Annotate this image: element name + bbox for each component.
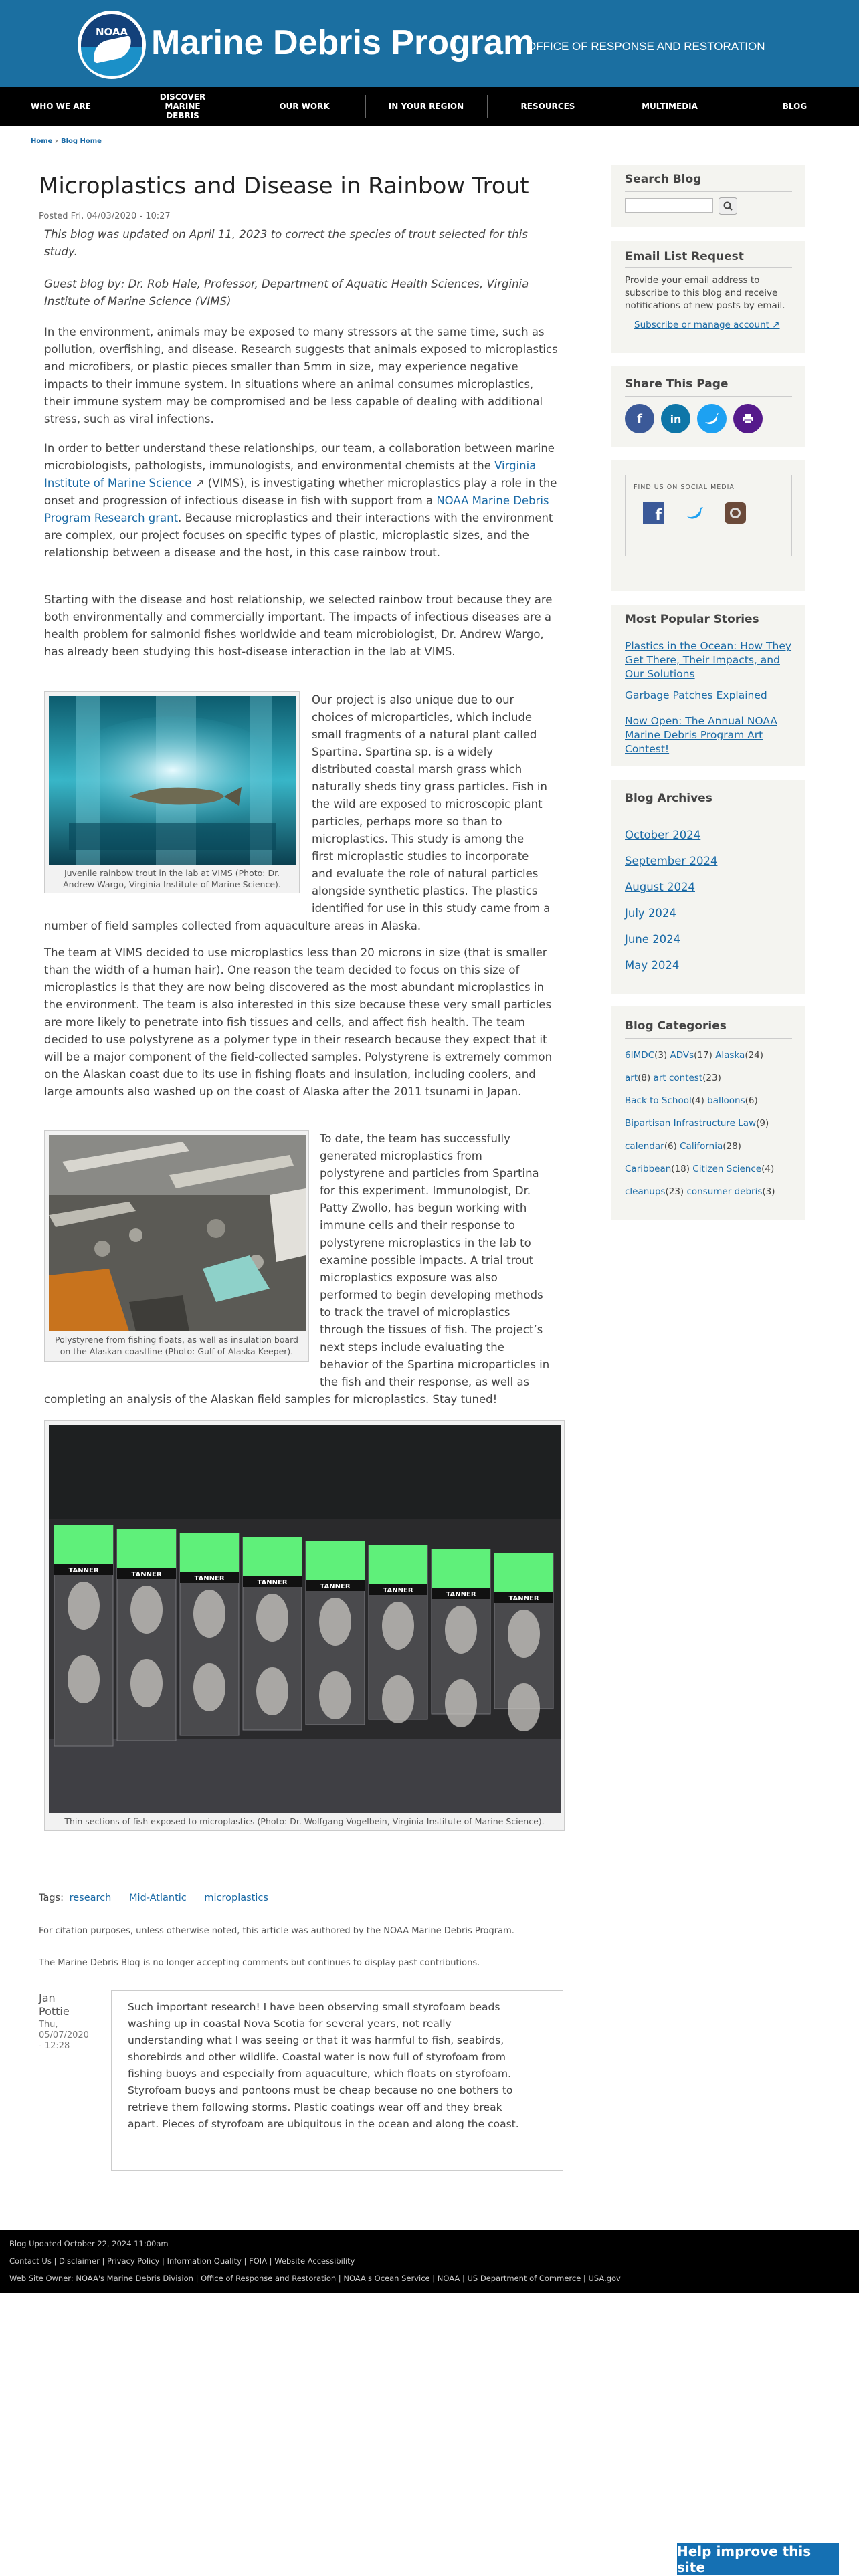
owner-label: Web Site Owner: — [9, 2274, 74, 2283]
paragraph-5: The team at VIMS decided to use microplastics less than 20 microns in size (that is smaller than the width of a human hair). One reason the team decided to focus on this size of microplastics is that they are now being discovered as the most abundant microplastics in the environment. The team is also interested in this size because these very small particles are more likely to penetrate into fish tissues and cells, and affect fish health. The team decided to use polystyrene as a polymer type in their research because they expect that it will be a major component of the field-collected samples. Polystyrene is extremely common on the Alaskan coast due to its use in fishing floats and insulation, including coolers, and large amounts also washed up on the coast of Alaska after the 2011 tsunami in Japan. — [44, 946, 553, 1098]
figure-polystyrene-caption: Polystyrene from fishing floats, as well as insulation board on the Alaskan coastline (Photo: Gulf of Alaska Keeper). — [55, 1335, 298, 1356]
fish-section — [382, 1675, 414, 1723]
category-count: (18) — [671, 1164, 690, 1174]
category-link[interactable]: consumer debris — [686, 1186, 763, 1197]
category-link[interactable]: Bipartisan Infrastructure Law — [625, 1118, 757, 1129]
categories-title: Blog Categories — [625, 1019, 727, 1033]
nav-who-we-are[interactable]: WHO WE ARE — [31, 102, 91, 111]
p4-line: particles, perhaps more so than to — [312, 815, 502, 828]
nav-blog[interactable]: BLOG — [782, 102, 807, 111]
fish-section — [68, 1582, 100, 1630]
fish-section — [193, 1663, 225, 1711]
comment-date — [39, 2020, 106, 2052]
comment-author-last: Pottie — [39, 2005, 70, 2018]
archive-link[interactable]: June 2024 — [625, 933, 681, 946]
owner-link-noaa[interactable]: NOAA — [437, 2274, 460, 2283]
p4-line: alongside synthetic plastics. The plastics — [312, 885, 538, 897]
category-row — [625, 1118, 769, 1129]
category-link[interactable]: calendar — [625, 1141, 664, 1152]
email-rule — [625, 267, 792, 268]
owner-link-ocean-service[interactable]: NOAA's Ocean Service — [343, 2274, 430, 2283]
category-count: (28) — [723, 1141, 741, 1152]
archives-widget — [611, 780, 805, 994]
p6-line: the fish and their response, as well as — [320, 1376, 530, 1388]
figure-polystyrene — [44, 1130, 309, 1362]
p4-line: the wild are exposed to microscopic plant — [312, 798, 543, 811]
figure-thin-sections-caption: Thin sections of fish exposed to microplastics (Photo: Dr. Wolfgang Vogelbein, Virginia Institute of Marine Science). — [64, 1816, 545, 1826]
category-count: (6) — [745, 1095, 758, 1106]
search-input[interactable] — [625, 198, 713, 213]
archive-link[interactable]: May 2024 — [625, 959, 680, 972]
email-widget — [611, 241, 805, 353]
slide-label-text: TANNER — [446, 1591, 476, 1598]
fish-section — [508, 1683, 540, 1731]
fish-section — [193, 1590, 225, 1638]
p4-line: first microplastic studies to incorporate — [312, 850, 529, 863]
category-link[interactable]: art — [625, 1073, 638, 1083]
noaa-logo[interactable] — [78, 11, 146, 79]
p6-line: microplastics exposure was also — [320, 1271, 498, 1284]
owner-link-marine-debris-division[interactable]: NOAA's Marine Debris Division — [76, 2274, 193, 2283]
category-link[interactable]: balloons — [707, 1095, 745, 1106]
comment-box — [111, 1990, 563, 2171]
figure-trout — [44, 691, 300, 893]
category-count: (9) — [756, 1118, 769, 1129]
slide-label — [117, 1529, 176, 1568]
tags-label: Tags: — [39, 1893, 64, 1903]
category-count: (17) — [694, 1050, 712, 1061]
paragraph-3: Starting with the disease and host relationship, we selected rainbow trout because they are both environmentally and commercially important. The impacts of infectious diseases are a health problem for salmonid fishes worldwide and team microbiologist, Dr. Andrew Wargo, has already been studying this host-disease interaction in the lab at VIMS. — [44, 593, 553, 658]
site-title[interactable]: Marine Debris Program — [151, 23, 535, 62]
slide-label-text: TANNER — [320, 1583, 351, 1590]
fish-section — [508, 1610, 540, 1658]
post-date: Posted Fri, 04/03/2020 - 10:27 — [39, 211, 171, 221]
category-count: (23) — [702, 1073, 721, 1083]
category-row — [625, 1164, 774, 1174]
archive-link[interactable]: August 2024 — [625, 881, 695, 893]
p6-line: to track the travel of microplastics — [320, 1306, 510, 1319]
p6-line: To date, the team has successfully — [320, 1132, 510, 1145]
category-row — [625, 1141, 741, 1152]
comment-text: Such important research! I have been observing small styrofoam beads washing up in coastal Nova Scotia for several years, not really understanding what I was seeing or that it was harmful to fish, seabirds, shorebirds and other wildlife. Coastal water is now full of styrofoam from fishing buoys and especially from aquaculture, which floats on styrofoam. Styrofoam buoys and pontoons must be cheap because no one bothers to retrieve them following storms. Plastic coatings wear off and they break apart. Pieces of styrofoam are ubiquitous in the ocean and along the coast. — [128, 2001, 519, 2130]
category-count: (6) — [664, 1141, 677, 1152]
category-link[interactable]: Citizen Science — [692, 1164, 762, 1174]
comment-author — [39, 1992, 106, 2052]
p2-text-c: . Because microplastics and their interactions with the environment are complex, our project focuses on specific types of plastic, microplastic sizes, and the relationship between a disease and the host, in this case rainbow trout. — [44, 512, 553, 559]
social-title: FIND US ON SOCIAL MEDIA — [634, 484, 735, 491]
twitter-share-icon[interactable] — [697, 404, 727, 433]
breadcrumb-blog-home[interactable]: Blog Home — [60, 138, 102, 145]
category-count: (24) — [745, 1050, 764, 1061]
print-share-icon[interactable] — [733, 404, 763, 433]
paragraph-4-wrap — [312, 691, 559, 918]
slide-label — [54, 1525, 113, 1564]
tag-research[interactable]: research — [69, 1893, 112, 1903]
p4-line: microplastics. This study is among the — [312, 833, 524, 845]
fish-section — [382, 1602, 414, 1650]
camera-lens — [730, 508, 741, 518]
p4-line: naturally sheds tiny grass particles. Fish in — [312, 780, 547, 793]
slide-label-text: TANNER — [257, 1579, 288, 1586]
site-subtitle[interactable]: OFFICE OF RESPONSE AND RESTORATION — [527, 40, 765, 53]
slide-label-text: TANNER — [508, 1595, 539, 1602]
p6-line: performed to begin developing methods — [320, 1289, 543, 1301]
noaa-logo-text: NOAA — [81, 14, 142, 47]
fish-section — [319, 1598, 351, 1646]
p6-line: examine possible impacts. A trial trout — [320, 1254, 534, 1267]
category-row — [625, 1073, 721, 1083]
p6-line: polystyrene and particles from Spartina — [320, 1167, 539, 1180]
popular-widget — [611, 605, 805, 766]
category-link[interactable]: ADVs — [670, 1050, 694, 1061]
p6-line: Patty Zwollo, has begun working with — [320, 1202, 527, 1214]
archive-link[interactable]: September 2024 — [625, 855, 718, 867]
category-count: (3) — [654, 1050, 668, 1061]
fish-section — [445, 1679, 477, 1727]
nav-resources[interactable]: RESOURCES — [520, 102, 575, 111]
archive-link[interactable]: October 2024 — [625, 829, 701, 841]
footer-link-accessibility[interactable]: Website Accessibility — [274, 2256, 355, 2266]
category-row — [625, 1095, 758, 1106]
footer-links: Contact Us | Disclaimer | Privacy Policy | Information Quality | FOIA | Website Accessibility — [9, 2256, 355, 2266]
archives-title: Blog Archives — [625, 792, 712, 805]
breadcrumb — [31, 138, 102, 145]
external-link-icon: ↗ — [769, 320, 780, 330]
comment-date-time: - 12:28 — [39, 2041, 70, 2051]
p6-line: polystyrene microplastics in the lab to — [320, 1237, 531, 1249]
owner-link-orr[interactable]: Office of Response and Restoration — [201, 2274, 337, 2283]
p6-line: immune cells and their response to — [320, 1219, 516, 1232]
p2-text-a: In order to better understand these relationships, our team, a collaboration between marine microbiologists, pathologists, immunologists, and environmental chemists at the — [44, 442, 555, 472]
instagram-icon[interactable] — [725, 502, 746, 524]
p2-text-b: (VIMS), is investigating whether microplastics play a role in the onset and progression of infectious disease in fish with support from a — [44, 477, 557, 507]
popular-title: Most Popular Stories — [625, 613, 759, 626]
fish-section — [68, 1655, 100, 1703]
comments-note: The Marine Debris Blog is no longer accepting comments but continues to display past contributions. — [39, 1958, 480, 1968]
social-box — [625, 475, 792, 556]
tag-mid-atlantic[interactable]: Mid-Atlantic — [128, 1893, 187, 1903]
subscribe-link[interactable] — [634, 320, 780, 330]
email-title: Email List Request — [625, 250, 744, 263]
fish-section — [445, 1606, 477, 1654]
share-widget — [611, 366, 805, 447]
fish-section — [130, 1586, 163, 1634]
popular-story-link[interactable]: Garbage Patches Explained — [625, 689, 767, 702]
slide-label — [306, 1541, 365, 1580]
p4-line: Spartina. Spartina sp. is a widely — [312, 746, 494, 758]
category-link[interactable]: Back to School — [625, 1095, 692, 1106]
slide-label — [180, 1533, 239, 1572]
popular-story-link[interactable]: Plastics in the Ocean: How They Get There, Their Impacts, and Our Solutions — [625, 640, 792, 680]
facebook-icon[interactable]: f — [643, 502, 664, 524]
twitter-bird-glyph — [686, 506, 704, 520]
nav-multimedia[interactable]: MULTIMEDIA — [642, 102, 698, 111]
nav-in-your-region[interactable]: IN YOUR REGION — [388, 102, 464, 111]
category-link[interactable]: Alaska — [715, 1050, 745, 1061]
footer-link-contact[interactable]: Contact Us — [9, 2256, 52, 2266]
guest-byline: Guest blog by: Dr. Rob Hale, Professor, Department of Aquatic Health Sciences, Virginia Institute of Marine Science (VIMS) — [44, 278, 529, 308]
facebook-share-icon[interactable]: f — [625, 404, 654, 433]
search-title: Search Blog — [625, 173, 702, 186]
p4-line: and evaluate the role of natural particles — [312, 867, 539, 880]
slide-label — [243, 1537, 302, 1576]
footer-link-disclaimer[interactable]: Disclaimer — [59, 2256, 100, 2266]
footer-link-information-quality[interactable]: Information Quality — [167, 2256, 242, 2266]
main-nav — [0, 87, 859, 126]
categories-rule — [625, 1038, 792, 1039]
popular-story-link[interactable]: Now Open: The Annual NOAA Marine Debris Program Art Contest! — [625, 715, 777, 755]
footer-owner: Web Site Owner: NOAA's Marine Debris Division | Office of Response and Restoration | NOAA's Ocean Service | NOAA | US Department of Commerce | USA.gov — [9, 2274, 621, 2283]
category-link[interactable]: 6IMDC — [625, 1050, 655, 1061]
p4-line: small fragments of a natural plant called — [312, 728, 537, 741]
slide-label-text: TANNER — [194, 1575, 225, 1582]
twitter-icon[interactable] — [684, 502, 706, 524]
footer — [0, 2230, 859, 2293]
category-row — [625, 1186, 775, 1197]
slide-label — [494, 1553, 553, 1592]
slide-label-text: TANNER — [68, 1567, 99, 1574]
research-grant-link[interactable]: NOAA Marine Debris Program Research grant — [44, 494, 549, 524]
footer-link-privacy[interactable]: Privacy Policy — [107, 2256, 160, 2266]
search-widget — [611, 165, 805, 227]
categories-widget — [611, 1006, 805, 1220]
slide-label-text: TANNER — [131, 1571, 162, 1578]
nav-our-work[interactable]: OUR WORK — [279, 102, 330, 111]
page-title: Microplastics and Disease in Rainbow Trout — [39, 173, 529, 199]
social-widget — [611, 460, 805, 591]
paragraph-4-tail: number of field samples collected from aquaculture areas in Alaska. — [44, 920, 421, 932]
category-link[interactable]: California — [680, 1141, 723, 1152]
paragraph-1: In the environment, animals may be exposed to many stressors at the same time, such as pollution, overfishing, and disease. Research suggests that animals exposed to microplastics and microfibers, or plastic pieces smaller than 5mm in size, may experience negative impacts to their immune system. In situations where an animal consumes microplastics, their immune system may be compromised and be less capable of dealing with additional stress, such as viral infections. — [44, 326, 558, 425]
polystyrene-photo[interactable] — [49, 1135, 306, 1331]
slide-label — [432, 1549, 490, 1588]
thin-sections-photo[interactable] — [49, 1425, 561, 1813]
p4-line: identified for use in this study came from a — [312, 902, 551, 915]
p6-line: generated microplastics from — [320, 1150, 482, 1162]
linkedin-share-icon[interactable]: in — [661, 404, 690, 433]
blog-updated: Blog Updated October 22, 2024 11:00am — [9, 2239, 169, 2248]
comment-author-first: Jan — [39, 1992, 56, 2004]
category-row — [625, 1050, 763, 1061]
breadcrumb-separator: » — [54, 138, 59, 145]
subscribe-link-label: Subscribe or manage account — [634, 320, 769, 330]
search-button[interactable] — [719, 197, 737, 215]
slide-label-text: TANNER — [383, 1587, 413, 1594]
footer-link-foia[interactable]: FOIA — [249, 2256, 268, 2266]
owner-link-usa-gov[interactable]: USA.gov — [588, 2274, 621, 2283]
external-link-icon: ↗ — [191, 477, 205, 490]
p6-line: through the tissues of fish. The project’s — [320, 1323, 543, 1336]
tag-microplastics[interactable]: microplastics — [204, 1893, 268, 1903]
update-note: This blog was updated on April 11, 2023 to correct the species of trout selected for this study. — [44, 228, 528, 258]
p6-line: for this experiment. Immunologist, Dr. — [320, 1184, 531, 1197]
figure-thin-sections — [44, 1420, 565, 1831]
printer-glyph — [742, 413, 754, 424]
citation-note: For citation purposes, unless otherwise noted, this article was authored by the NOAA Marine Debris Program. — [39, 1926, 514, 1936]
trout-photo[interactable] — [49, 696, 296, 865]
category-link[interactable]: Caribbean — [625, 1164, 672, 1174]
fish-section — [319, 1671, 351, 1719]
category-count: (3) — [762, 1186, 775, 1197]
header-banner — [0, 0, 859, 87]
paragraph-2 — [44, 440, 559, 562]
figure-trout-caption: Juvenile rainbow trout in the lab at VIMS (Photo: Dr. Andrew Wargo, Virginia Institute of Marine Science). — [63, 868, 281, 889]
fish-section — [256, 1594, 288, 1642]
archive-link[interactable]: July 2024 — [625, 907, 676, 920]
fish-section — [130, 1659, 163, 1707]
breadcrumb-home[interactable]: Home — [31, 138, 53, 145]
tags-row — [39, 1893, 268, 1903]
p4-line: distributed coastal marsh grass which — [312, 763, 522, 776]
fish-section — [256, 1667, 288, 1715]
share-rule — [625, 396, 792, 397]
slide-label — [369, 1545, 427, 1584]
category-link[interactable]: art contest — [653, 1073, 703, 1083]
category-link[interactable]: cleanups — [625, 1186, 666, 1197]
search-rule — [625, 191, 792, 192]
category-count: (4) — [761, 1164, 775, 1174]
vims-link[interactable]: Virginia Institute of Marine Science — [44, 459, 537, 490]
p4-line: choices of microparticles, which include — [312, 711, 533, 724]
bird-glyph — [704, 413, 719, 425]
comment-date-day: Thu, — [39, 2020, 58, 2030]
p6-line: behavior of the Spartina microparticles in — [320, 1358, 550, 1371]
owner-link-commerce[interactable]: US Department of Commerce — [467, 2274, 581, 2283]
categories-fade — [611, 1200, 805, 1220]
help-improve-button[interactable]: Help improve this site — [677, 2543, 839, 2575]
paragraph-6-tail: completing an analysis of the Alaskan field samples for microplastics. Stay tuned! — [44, 1393, 498, 1406]
search-icon — [723, 201, 733, 211]
share-title: Share This Page — [625, 377, 729, 391]
email-text: Provide your email address to subscribe to this blog and receive notifications of new posts by email. — [625, 275, 785, 311]
p4-line: Our project is also unique due to our — [312, 693, 514, 706]
category-count: (23) — [665, 1186, 684, 1197]
nav-discover-marine-debris[interactable]: DISCOVER MARINE DEBRIS — [159, 92, 206, 120]
paragraph-6-wrap — [320, 1130, 561, 1391]
comment-date-date: 05/07/2020 — [39, 2030, 89, 2040]
p6-line: next steps include evaluating the — [320, 1341, 504, 1354]
category-count: (8) — [638, 1073, 651, 1083]
category-count: (4) — [691, 1095, 704, 1106]
